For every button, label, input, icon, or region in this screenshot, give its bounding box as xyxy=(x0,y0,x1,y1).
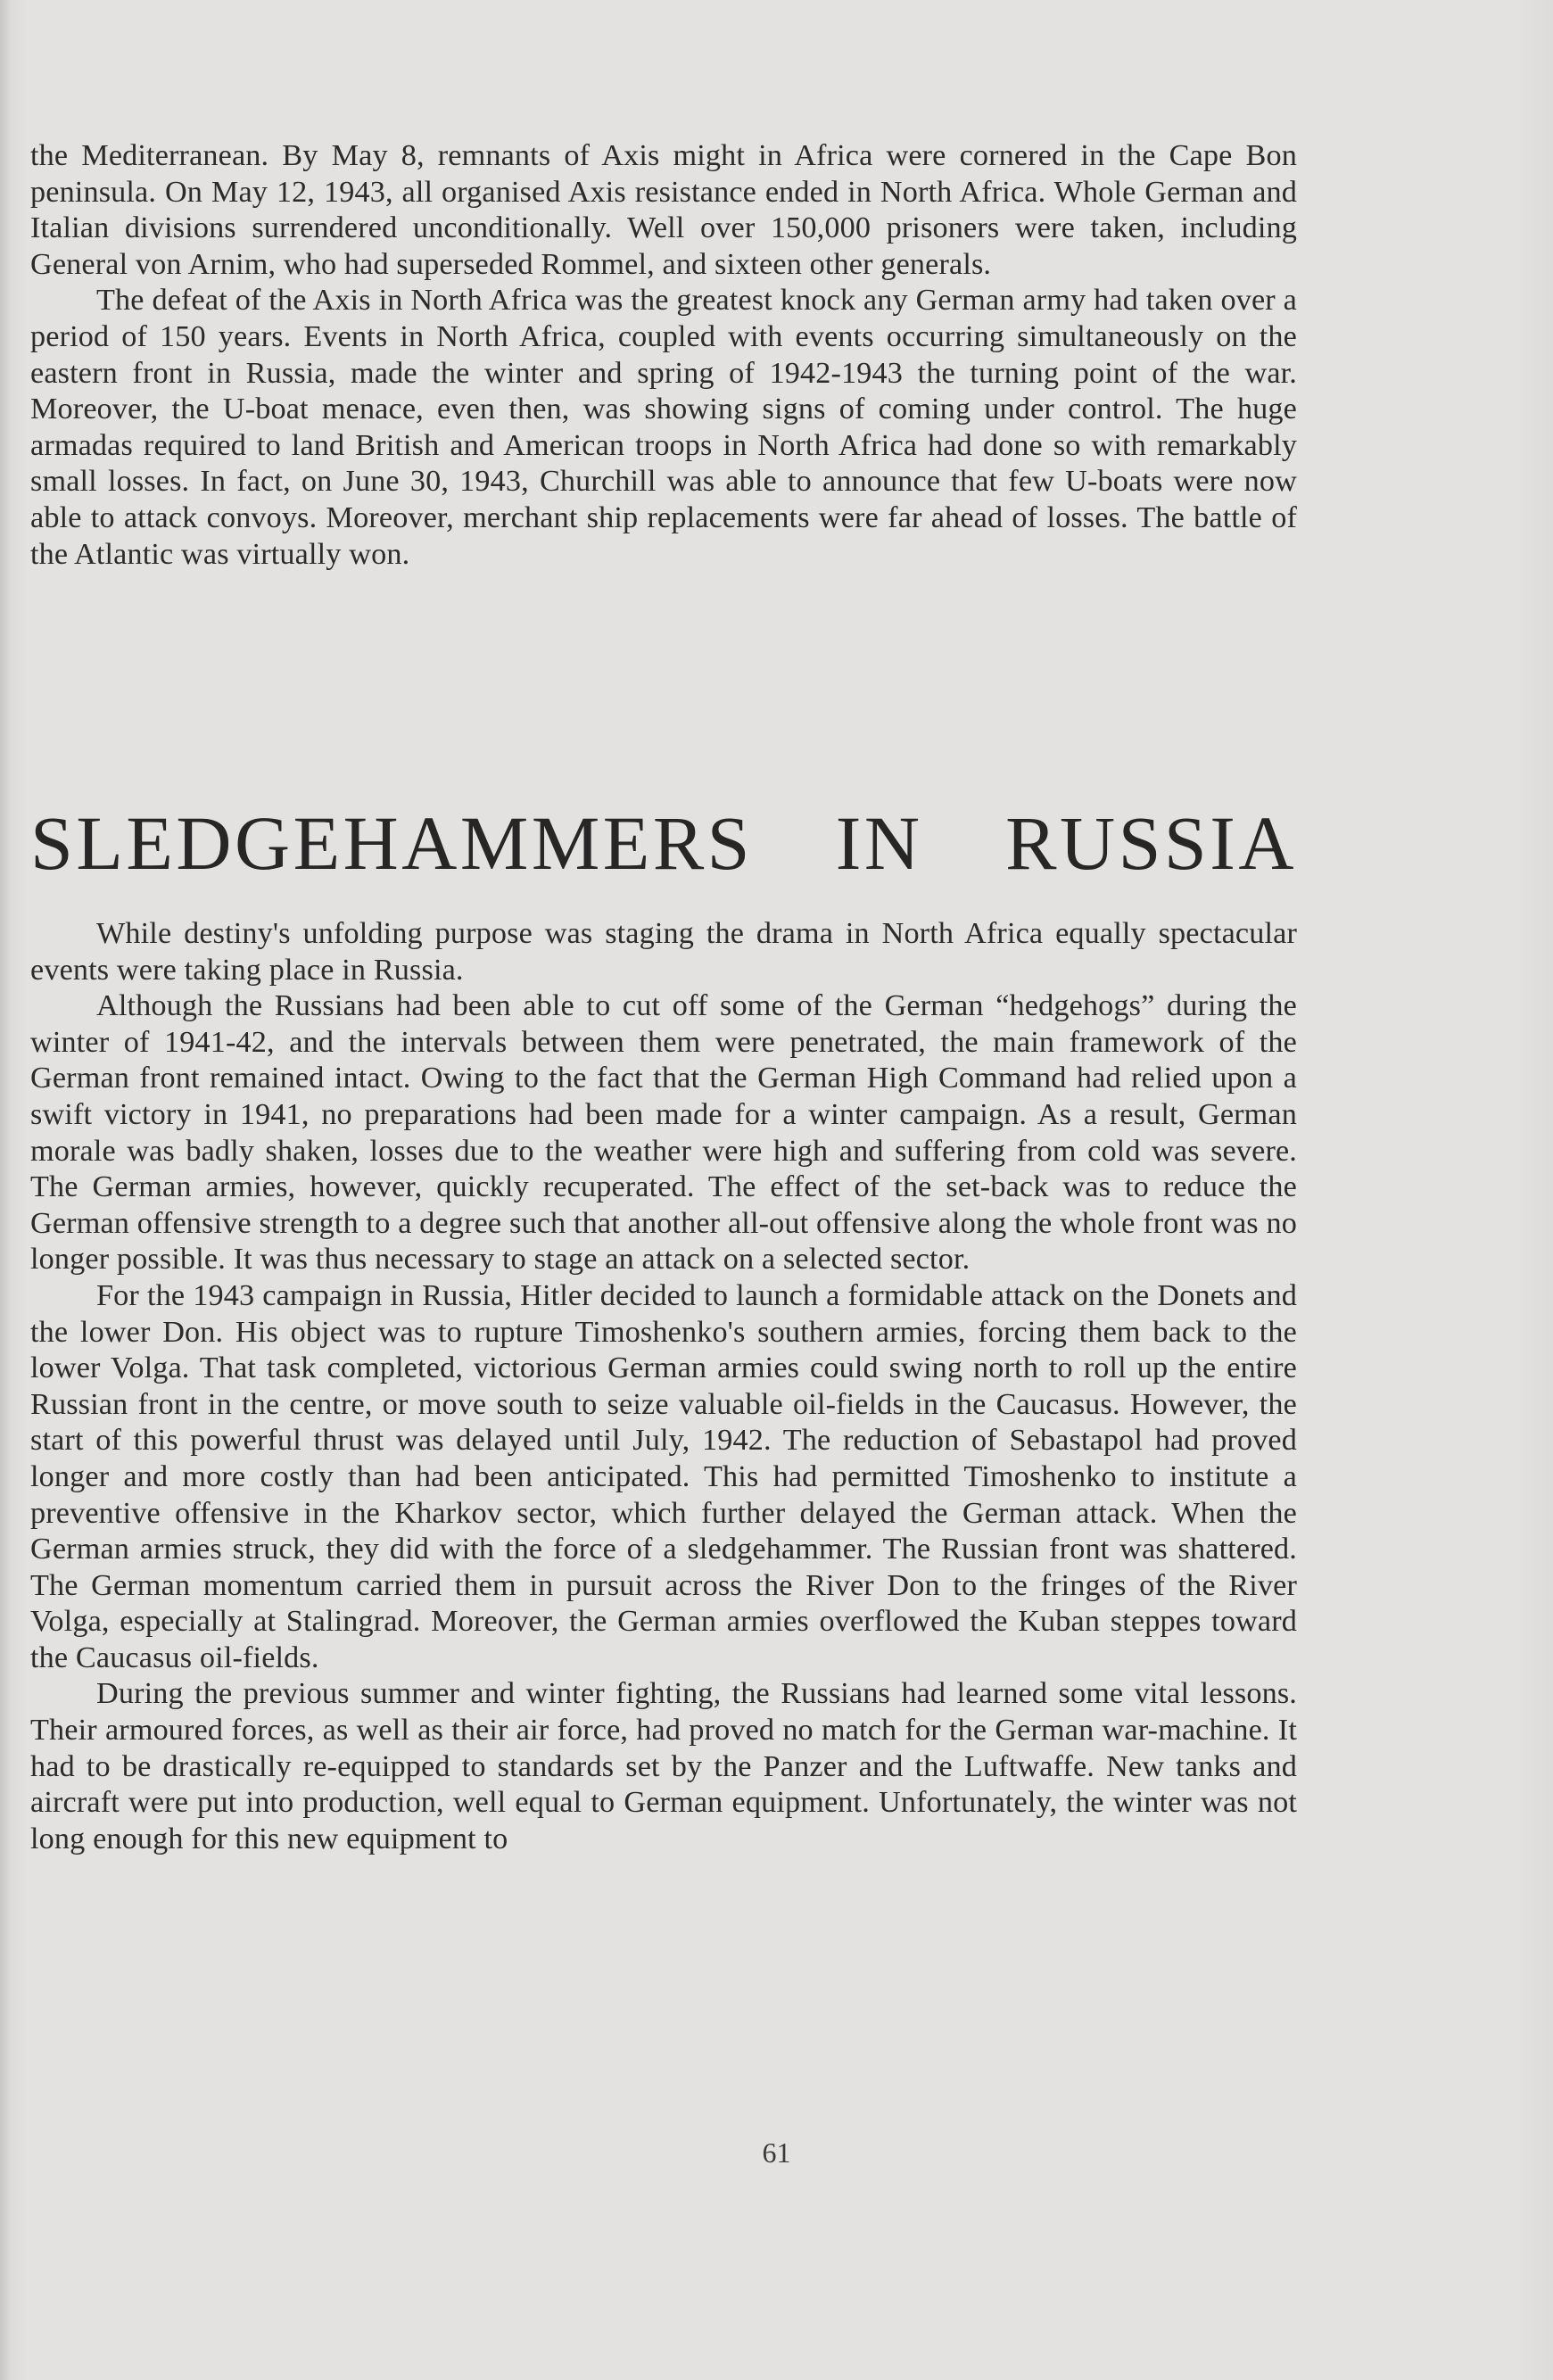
paragraph: The defeat of the Axis in North Africa was the greatest knock any German army had taken over a period of 150 years. Events in North Africa, coupled with events occurring simultaneously on the eastern front in Russia, made the winter and spring of 1942-1943 the turning point of the war. Moreover, the U-boat menace, even then, was showing signs of coming under control. The huge armadas required to land British and American troops in North Africa had done so with remarkably small losses. In fact, on June 30, 1943, Churchill was able to announce that few U-boats were now able to attack convoys. Moreover, merchant ship replacements were far ahead of losses. The battle of the Atlantic was virtually won. xyxy=(30,284,1297,571)
section-axis-defeat xyxy=(30,138,1297,573)
page-number: 61 xyxy=(762,2136,791,2169)
paragraph: the Mediterranean. By May 8, remnants of Axis might in Africa were cornered in the Cape Bon peninsula. On May 12, 1943, all organised Axis resistance ended in North Africa. Whole German and Italian divisions surrendered unconditionally. Well over 150,000 prisoners were taken, including General von Arnim, who had superseded Rommel, and sixteen other generals. xyxy=(30,139,1297,281)
paragraph: During the previous summer and winter fighting, the Russians had learned some vital lessons. Their armoured forces, as well as their air force, had proved no match for the German war-machine. It had to be drastically re-equipped to standards set by the Panzer and the Luftwaffe. New tanks and aircraft were put into production, well equal to German equipment. Unfortunately, the winter was not long enough for this new equipment to xyxy=(30,1677,1297,1855)
section-sledgehammers-in-russia xyxy=(30,916,1297,1857)
page-spine-shadow xyxy=(0,0,11,2380)
paragraph: Although the Russians had been able to cut off some of the German “hedgehogs” during the winter of 1941-42, and the intervals between them were penetrated, the main framework of the German front remained intact. Owing to the fact that the German High Command had relied upon a swift victory in 1941, no preparations had been made for a winter campaign. As a result, German morale was badly shaken, losses due to the weather were high and suffering from cold was severe. The German armies, however, quickly recuperated. The effect of the set-back was to reduce the German offensive strength to a degree such that another all-out offensive along the whole front was no longer possible. It was thus necessary to stage an attack on a selected sector. xyxy=(30,989,1297,1277)
paragraph: While destiny's unfolding purpose was staging the drama in North Africa equally spectacular events were taking place in Russia. xyxy=(30,917,1297,987)
section-heading: SLEDGEHAMMERS IN RUSSIA xyxy=(30,800,1297,886)
paragraph: For the 1943 campaign in Russia, Hitler decided to launch a formidable attack on the Donets and the lower Don. His object was to rupture Timoshenko's southern armies, forcing them back to the lower Volga. That task completed, victorious German armies could swing north to roll up the entire Russian front in the centre, or move south to seize valuable oil-fields in the Caucasus. However, the start of this powerful thrust was delayed until July, 1942. The reduction of Sebastapol had proved longer and more costly than had been anticipated. This had permitted Timoshenko to institute a preventive offensive in the Kharkov sector, which further delayed the German attack. When the German armies struck, they did with the force of a sledgehammer. The Russian front was shattered. The German momentum carried them in pursuit across the River Don to the fringes of the River Volga, especially at Stalingrad. Moreover, the German armies overflowed the Kuban steppes toward the Caucasus oil-fields. xyxy=(30,1278,1297,1674)
